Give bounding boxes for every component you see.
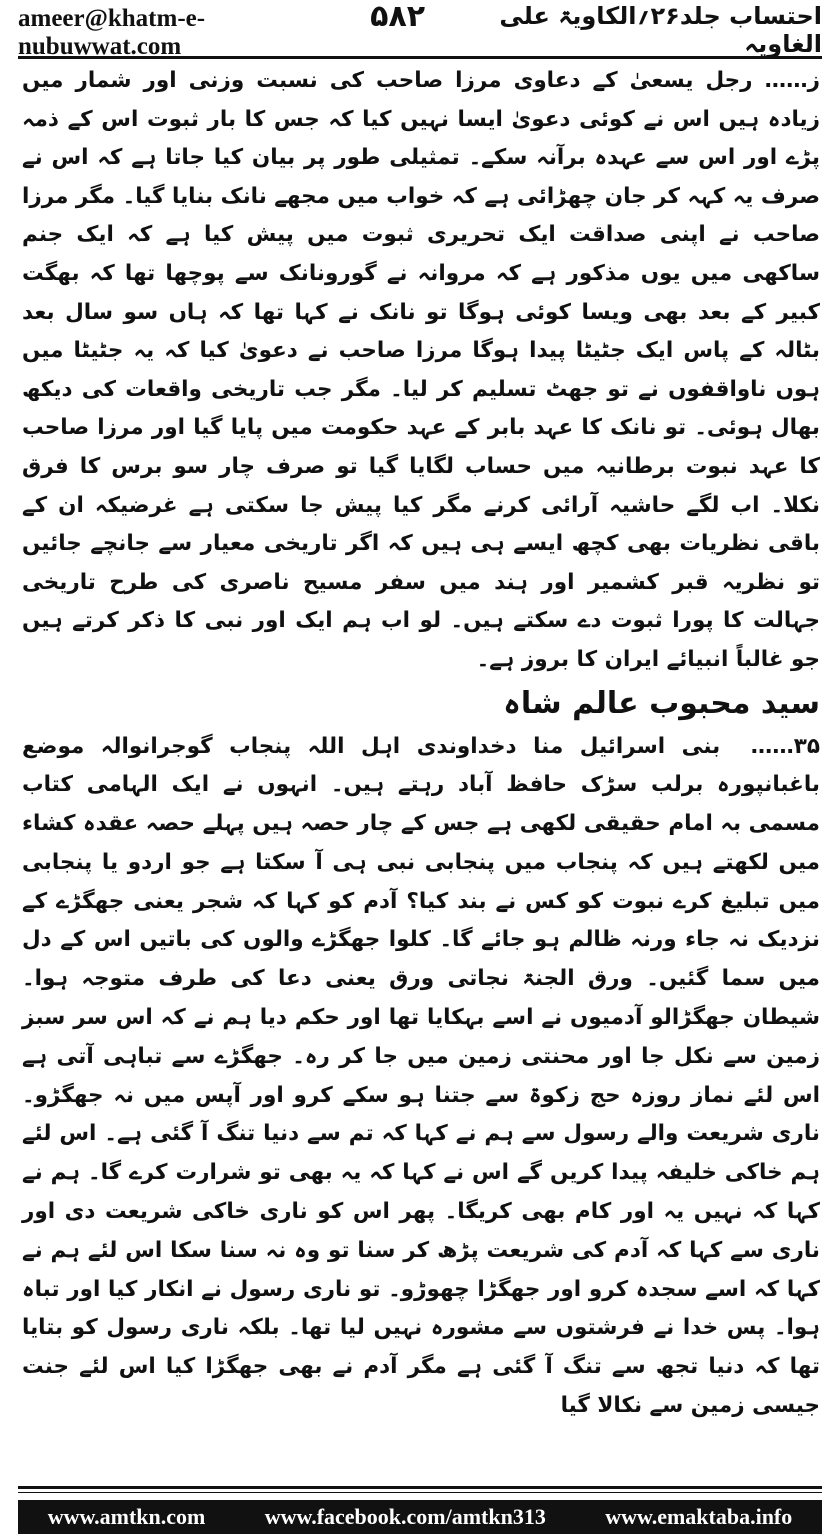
- header-divider: [18, 56, 822, 59]
- footer-link-emaktaba[interactable]: www.emaktaba.info: [605, 1504, 793, 1529]
- header-email: ameer@khatm-e-nubuwwat.com: [18, 5, 206, 60]
- footer-divider-thin: [18, 1492, 822, 1493]
- footer-link-amtkn[interactable]: www.amtkn.com: [47, 1504, 206, 1529]
- section-marker-z: ز……: [764, 68, 820, 93]
- paragraph-text: بنی اسرائیل منا دخداوندی اہل اللہ پنجاب گوجرانوالہ موضع باغبانپورہ برلب سڑک حافظ آباد رہتے ہیں۔ انہوں نے ایک الہامی کتاب مسمی بہ امام حقیقی لکھی ہے جس کے چار حصہ ہیں پہلے حصہ عقدہ کشاء میں لکھتے ہیں کہ پنجاب میں پنجابی نبی ہی آ سکتا ہے جو اردو یا پنجابی میں تبلیغ کرے نبوت کو کس نے بند کیا؟ آدم کو کہا کہ شجر یعنی جھگڑے کے نزدیک نہ جاء ورنہ ظالم ہو جائے گا۔ کلوا جھگڑے والوں کی باتیں اس کے دل میں سما گئیں۔ ورق الجنۃ نجاتی ورق یعنی دعا کی طرف متوجہ ہوا۔ شیطان جھگڑالو آدمیوں نے اسے بہکایا تھا اور حکم دیا ہم نے کہ اس سر سبز زمین سے نکل جا اور محنتی زمین میں جا کر رہ۔ جھگڑے سے تباہی آتی ہے اس لئے نماز روزہ حج زکوۃ سے جتنا ہو سکے کرو اور آپس میں نہ جھگڑو۔ ناری شریعت والے رسول سے ہم نے کہا کہ تم سے دنیا تنگ آ گئی ہے۔ اس لئے ہم خاکی خلیفہ پیدا کریں گے اس نے کہا کہ یہ بھی تو شرارت کرے گا۔ ہم نے کہا کہ نہیں یہ اور کام بھی کریگا۔ پھر اس کو ناری خاکی شریعت دی اور ناری سے کہا کہ آدم کی شریعت پڑھ کر سنا تو وہ نہ سنا سکا اس لئے ہم نے کہا کہ اسے سجدہ کرو اور جھگڑا چھوڑو۔ تو ناری رسول نے انکار کیا اور تباہ ہوا۔ پس خدا نے فرشتوں سے مشورہ نہیں لیا تھا۔ بلکہ ناری رسول کو بتایا تھا کہ دنیا تجھ سے تنگ آ گئی ہے مگر آدم نے بھی جھگڑا کیا اس لئے جنت جیسی زمین سے نکالا گیا: [22, 733, 820, 1419]
- footer-divider-thick: [18, 1486, 822, 1489]
- author-signature: سید محبوب عالم شاہ: [503, 685, 820, 721]
- footer-link-facebook[interactable]: www.facebook.com/amtkn313: [264, 1504, 546, 1529]
- header-left: [18, 0, 425, 61]
- item-number: ۳۵……: [750, 733, 820, 759]
- paragraph-text: رجل یسعیٰ کے دعاوی مرزا صاحب کی نسبت وزنی اور شمار میں زیادہ ہیں اس نے کوئی دعویٰ ایسا نہیں کیا کہ جس کا بار ثبوت اس کے ذمہ پڑے اور اس سے عہدہ برآنہ سکے۔ تمثیلی طور پر بیان کیا جاتا ہے کہ اس نے صرف یہ کہہ کر جان چھڑائی ہے کہ خواب میں مجھے نانک بنایا گیا۔ مگر مرزا صاحب نے اپنی صداقت ایک تحریری ثبوت میں پیش کیا ہے کہ ایک جنم ساکھی میں یوں مذکور ہے کہ مروانہ نے گورونانک سے پوچھا تھا کہ بھگت کبیر کے بعد بھی ویسا کوئی ہوگا تو نانک نے کہا تھا کہ ہاں سو سال بعد بٹالہ کے پاس ایک جٹیٹا پیدا ہوگا مرزا صاحب نے دعویٰ کیا کہ یہ جٹیٹا میں ہوں ناواقفوں نے تو جھٹ تسلیم کر لیا۔ مگر جب تاریخی واقعات کی دیکھ بھال ہوئی۔ تو نانک کا عہد بابر کے عہد حکومت میں پایا گیا اور مرزا صاحب کا عہد نبوت برطانیہ میں حساب لگایا گیا تو صرف چار سو برس کا فرق نکلا۔ اب لگے حاشیہ آرائی کرنے مگر کیا پیش جا سکتی ہے غرضیکہ ان کے باقی نظریات بھی کچھ ایسے ہی ہیں کہ اگر تاریخی معیار سے جانچے جائیں تو نظریہ قبر کشمیر اور ہند میں سفر مسیح ناصری کی طرح تاریخی جہالت کا پورا ثبوت دے سکتے ہیں۔ لو اب ہم ایک اور نبی کا ذکر کرتے ہیں جو غالباً انبیائے ایران کا بروز ہے۔: [22, 68, 820, 672]
- page-header: [18, 0, 822, 60]
- book-title: احتساب جلد۲۶؍الکاویۃ علی الغاویہ: [499, 2, 822, 58]
- paragraph-rajul-yasa: [22, 62, 820, 680]
- paragraph-35: [22, 728, 820, 1426]
- page-number: ۵۸۲: [370, 0, 426, 34]
- footer-bar: [18, 1500, 822, 1534]
- page-body: [22, 62, 820, 1478]
